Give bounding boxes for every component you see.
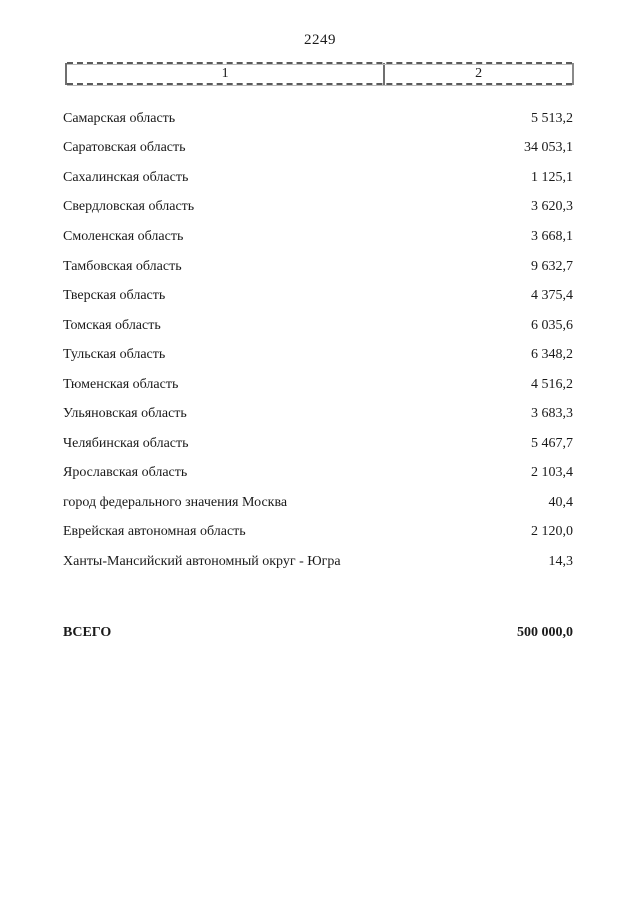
region-name: Тверская область xyxy=(63,288,166,304)
region-value: 3 683,3 xyxy=(531,406,573,422)
table-row xyxy=(63,370,573,400)
table-row xyxy=(63,104,573,134)
column-header-1: 1 xyxy=(67,63,385,85)
region-value: 5 513,2 xyxy=(531,110,573,126)
region-name: Томская область xyxy=(63,317,161,333)
region-value: 3 620,3 xyxy=(531,199,573,215)
region-name: Самарская область xyxy=(63,110,176,126)
region-value: 9 632,7 xyxy=(531,258,573,274)
region-name: Еврейская автономная область xyxy=(63,524,246,540)
table-row xyxy=(63,252,573,282)
table-row xyxy=(63,193,573,223)
region-name: Саратовская область xyxy=(63,140,186,156)
region-name: Ярославская область xyxy=(63,465,188,481)
region-value: 40,4 xyxy=(548,494,573,510)
table-row xyxy=(63,399,573,429)
table-row xyxy=(63,222,573,252)
table-row xyxy=(63,429,573,459)
region-value: 1 125,1 xyxy=(531,169,573,185)
region-value: 4 516,2 xyxy=(531,376,573,392)
region-value: 14,3 xyxy=(548,553,573,569)
table-row xyxy=(63,547,573,577)
region-name: Свердловская область xyxy=(63,199,195,215)
region-name: Тюменская область xyxy=(63,376,179,392)
table-row xyxy=(63,340,573,370)
total-row xyxy=(63,618,573,647)
region-name: Сахалинская область xyxy=(63,169,189,185)
region-name: Ульяновская область xyxy=(63,406,187,422)
table-row xyxy=(63,163,573,193)
total-label: ВСЕГО xyxy=(63,624,112,640)
region-name: Челябинская область xyxy=(63,435,189,451)
region-value: 3 668,1 xyxy=(531,228,573,244)
table-row xyxy=(63,488,573,518)
region-value: 34 053,1 xyxy=(524,140,573,156)
column-header-2: 2 xyxy=(475,66,483,81)
table-row xyxy=(63,311,573,341)
region-value: 6 348,2 xyxy=(531,347,573,363)
region-name: Тамбовская область xyxy=(63,258,182,274)
table-row xyxy=(63,459,573,489)
total-value: 500 000,0 xyxy=(517,624,573,640)
table-body xyxy=(63,104,573,577)
table-row xyxy=(63,518,573,548)
table-row xyxy=(63,134,573,164)
region-name: Тульская область xyxy=(63,347,166,363)
region-value: 5 467,7 xyxy=(531,435,573,451)
region-name: город федерального значения Москва xyxy=(63,494,288,510)
column-header-table xyxy=(65,63,574,85)
region-value: 2 120,0 xyxy=(531,524,573,540)
region-name: Смоленская область xyxy=(63,228,184,244)
page-number: 2249 xyxy=(304,32,336,48)
region-name: Ханты-Мансийский автономный округ - Югра xyxy=(63,553,341,569)
table-row xyxy=(63,281,573,311)
region-value: 4 375,4 xyxy=(531,288,573,304)
region-value: 2 103,4 xyxy=(531,465,573,481)
region-value: 6 035,6 xyxy=(531,317,573,333)
